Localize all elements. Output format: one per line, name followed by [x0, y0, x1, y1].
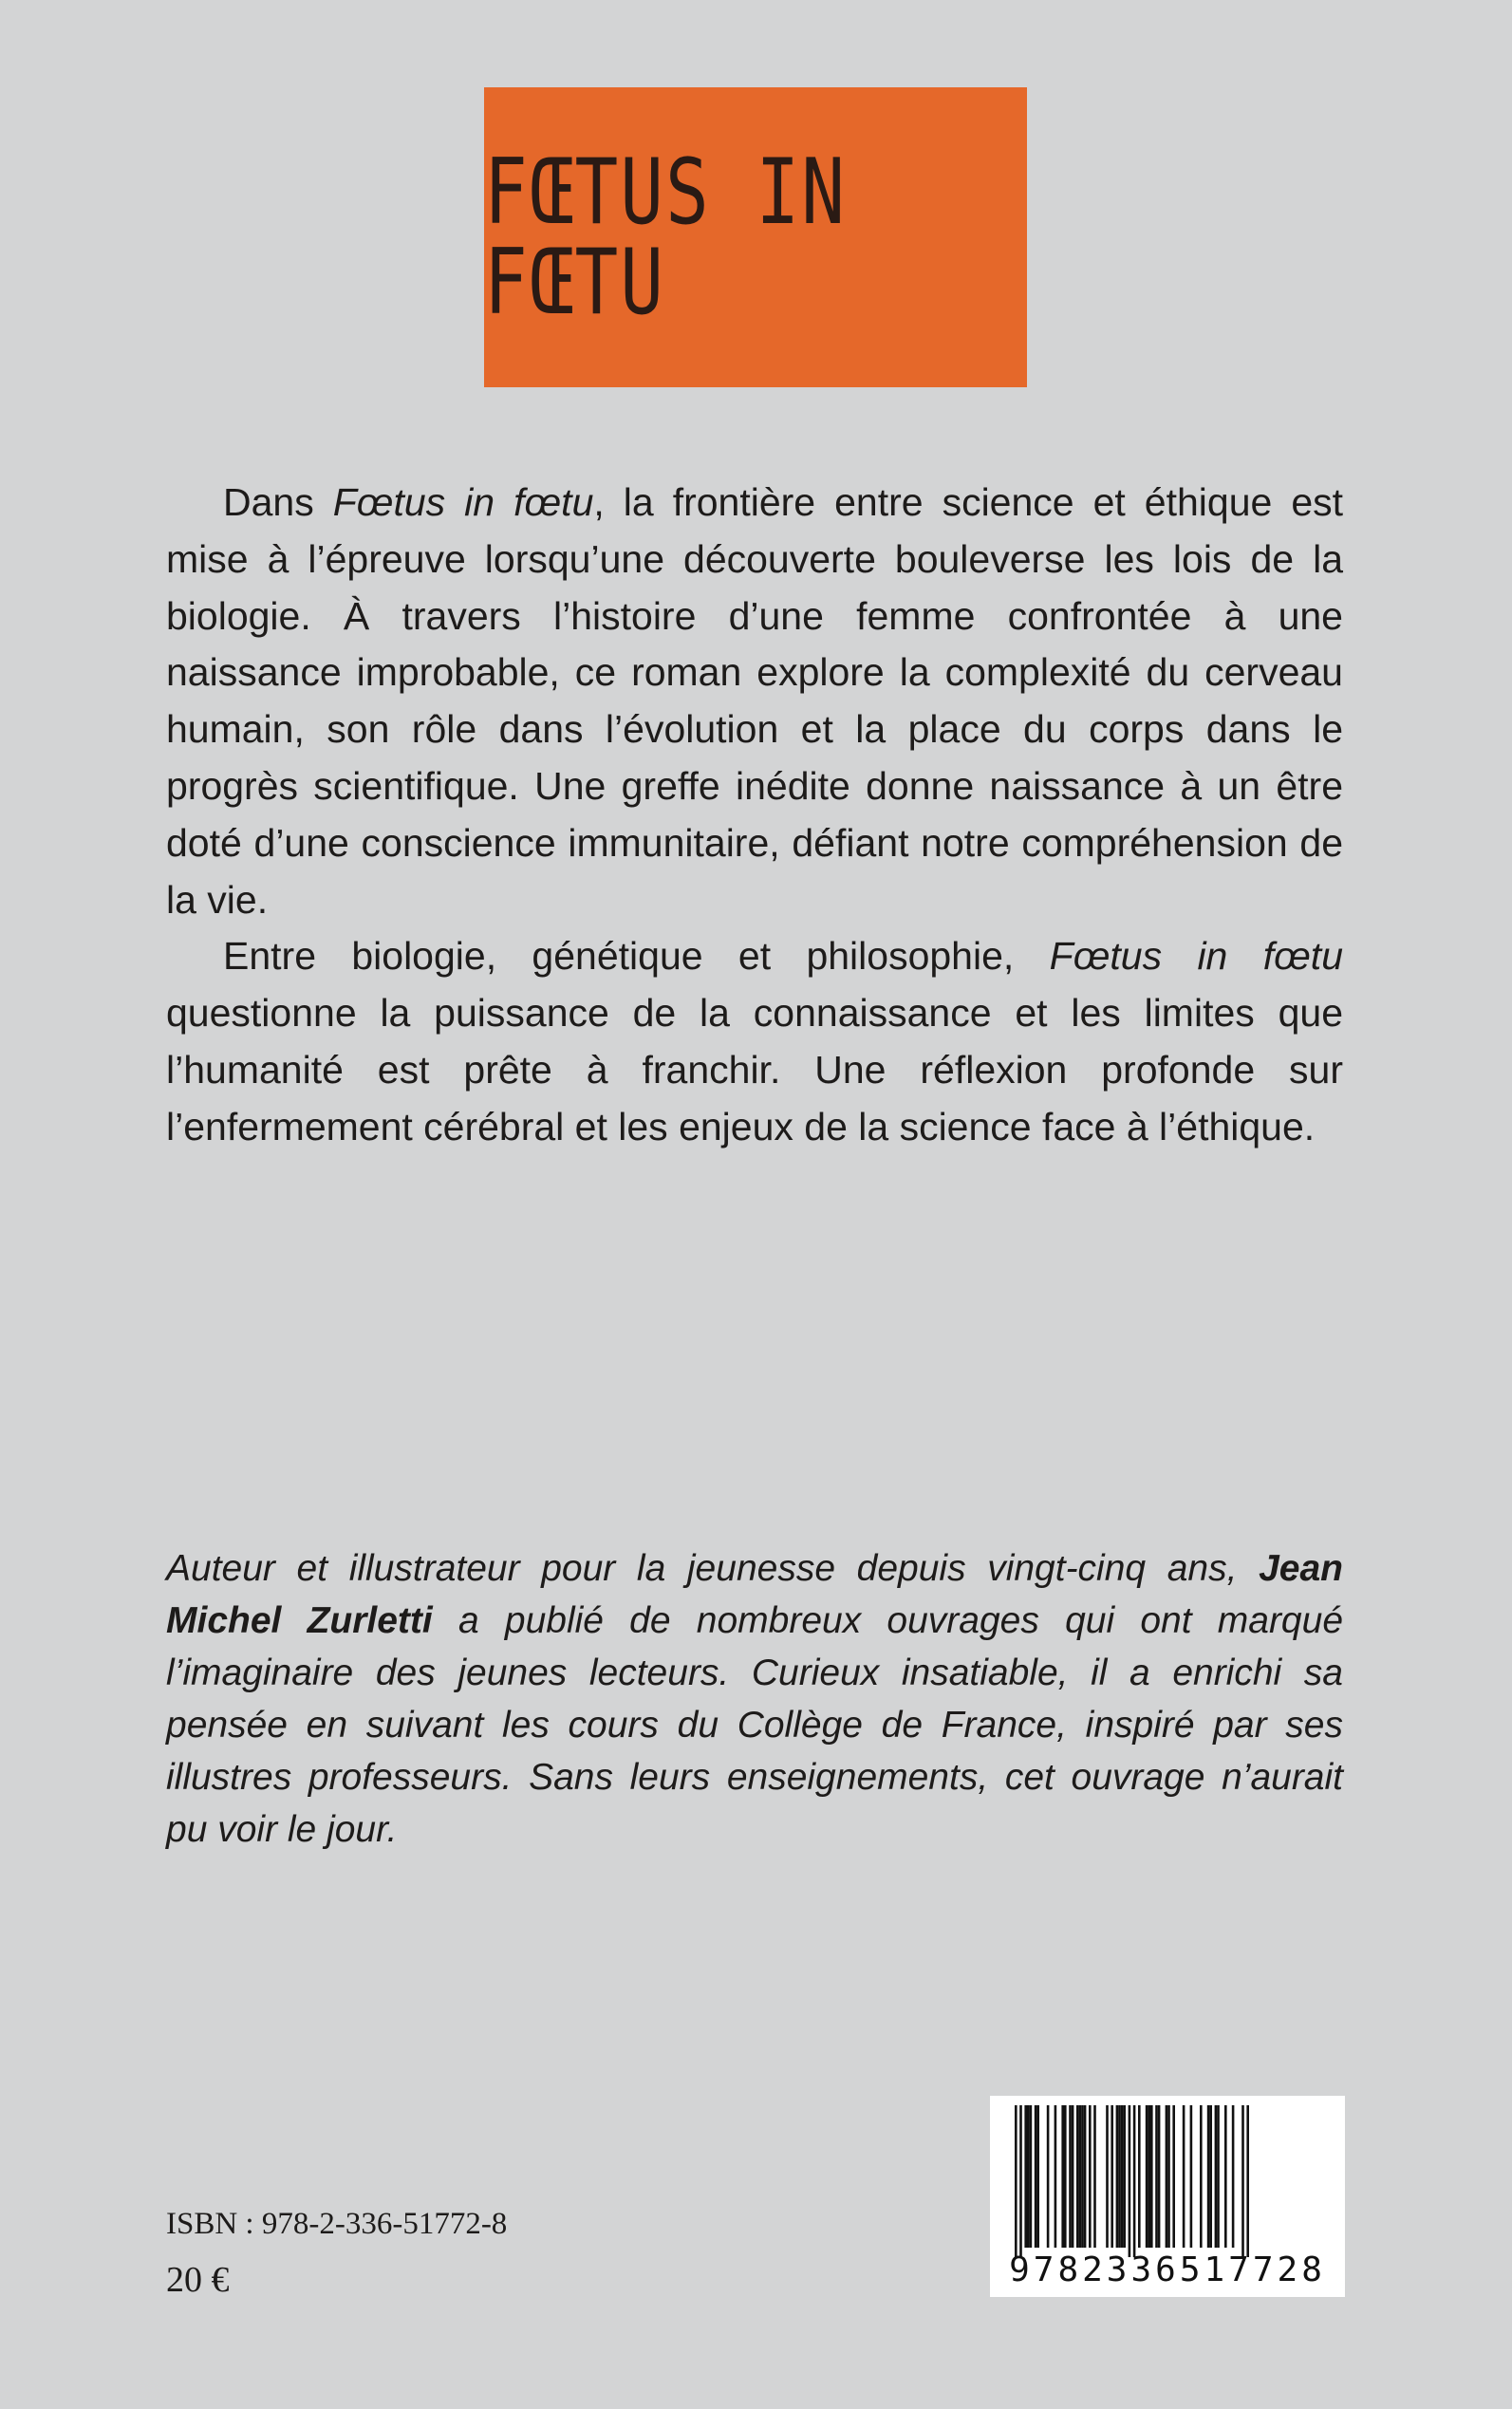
- barcode-bar: [1138, 2105, 1141, 2248]
- barcode-bar: [1190, 2105, 1193, 2248]
- barcode-bar: [1133, 2105, 1136, 2257]
- barcode-bar: [1079, 2105, 1082, 2248]
- barcode-bar: [1148, 2105, 1150, 2248]
- barcode-bar: [1081, 2105, 1084, 2248]
- barcode-bar: [1064, 2105, 1067, 2248]
- summary-paragraph-2: Entre biologie, génétique et philosophie, Fœtus in fœtu questionne la puissance de la connaissance et les limites que l’humanité est prête à franchir. Une réflexion profonde sur l’enfermement cérébral et les enjeux de la science face à l’éthique.: [166, 934, 1343, 1148]
- barcode-bar: [1047, 2105, 1050, 2248]
- title-box: [484, 87, 1027, 387]
- barcode-bar: [1183, 2105, 1185, 2248]
- barcode-bar: [1061, 2105, 1064, 2248]
- barcode-bar: [1093, 2105, 1096, 2248]
- barcode-bar: [1024, 2105, 1027, 2248]
- barcode-bar: [1089, 2105, 1092, 2248]
- barcode-bar: [1155, 2105, 1158, 2248]
- barcode-bar: [1030, 2105, 1033, 2248]
- barcode: [990, 2096, 1345, 2297]
- barcode-bar: [1224, 2105, 1227, 2248]
- barcode-bar: [1072, 2105, 1074, 2248]
- author-name: Jean Michel Zurletti: [166, 1548, 1343, 1641]
- price-text: 20 €: [166, 2260, 230, 2300]
- summary-text: [166, 475, 1343, 1156]
- barcode-digits: 9782336517728: [1009, 2250, 1326, 2289]
- barcode-bar: [1036, 2105, 1039, 2248]
- barcode-bar: [1232, 2105, 1235, 2248]
- barcode-bar: [1241, 2105, 1244, 2257]
- isbn-text: ISBN : 978-2-336-51772-8: [166, 2207, 508, 2241]
- barcode-bar: [1209, 2105, 1212, 2248]
- barcode-bar: [1118, 2105, 1121, 2248]
- barcode-bar: [1121, 2105, 1124, 2248]
- book-title-italic: Fœtus in fœtu: [1049, 934, 1343, 979]
- barcode-bar: [1015, 2105, 1017, 2257]
- cover-title: FŒTUS IN FŒTU: [484, 139, 848, 335]
- barcode-bar: [1129, 2105, 1131, 2257]
- barcode-bar: [1215, 2105, 1218, 2248]
- barcode-bar: [1035, 2105, 1037, 2248]
- barcode-bar: [1172, 2105, 1175, 2248]
- barcode-bar: [1123, 2105, 1126, 2248]
- summary-paragraph-1: Dans Fœtus in fœtu, la frontière entre science et éthique est mise à l’épreuve lorsqu’une découverte bouleverse les lois de la biologie. À travers l’histoire d’une femme confrontée à une naissance improbable, ce roman explore la complexité du cerveau humain, son rôle dans l’évolution et la place du corps dans le progrès scientifique. Une greffe inédite donne naissance à un être doté d’une conscience immunitaire, défiant notre compréhension de la vie.: [166, 480, 1344, 922]
- barcode-bar: [1019, 2105, 1022, 2257]
- barcode-bar: [1111, 2105, 1113, 2248]
- barcode-bar: [1207, 2105, 1210, 2248]
- barcode-bar: [1150, 2105, 1153, 2248]
- barcode-bar: [1217, 2105, 1220, 2248]
- barcode-bar: [1076, 2105, 1079, 2248]
- author-bio: Auteur et illustrateur pour la jeunesse depuis vingt-cinq ans, Jean Michel Zurletti a publié de nombreux ouvrages qui ont marqué l’imaginaire des jeunes lecteurs. Curieux insatiable, il a enrichi sa pensée en suivant les cours du Collège de France, inspiré par ses illustres professeurs. Sans leurs enseignements, cet ouvrage n’aurait pu voir le jour.: [166, 1548, 1344, 1850]
- barcode-bar: [1084, 2105, 1087, 2248]
- barcode-bar: [1106, 2105, 1109, 2248]
- barcode-bar: [1069, 2105, 1072, 2248]
- barcode-bar: [1200, 2105, 1203, 2248]
- book-title-italic: Fœtus in fœtu: [332, 480, 594, 524]
- barcode-bar: [1055, 2105, 1057, 2248]
- barcode-bar: [1146, 2105, 1148, 2248]
- barcode-bar: [1167, 2105, 1170, 2248]
- barcode-bar: [1246, 2105, 1249, 2257]
- barcode-bar: [1158, 2105, 1161, 2248]
- barcode-bar: [1027, 2105, 1030, 2248]
- barcode-bar: [1116, 2105, 1119, 2248]
- barcode-bar: [1166, 2105, 1168, 2248]
